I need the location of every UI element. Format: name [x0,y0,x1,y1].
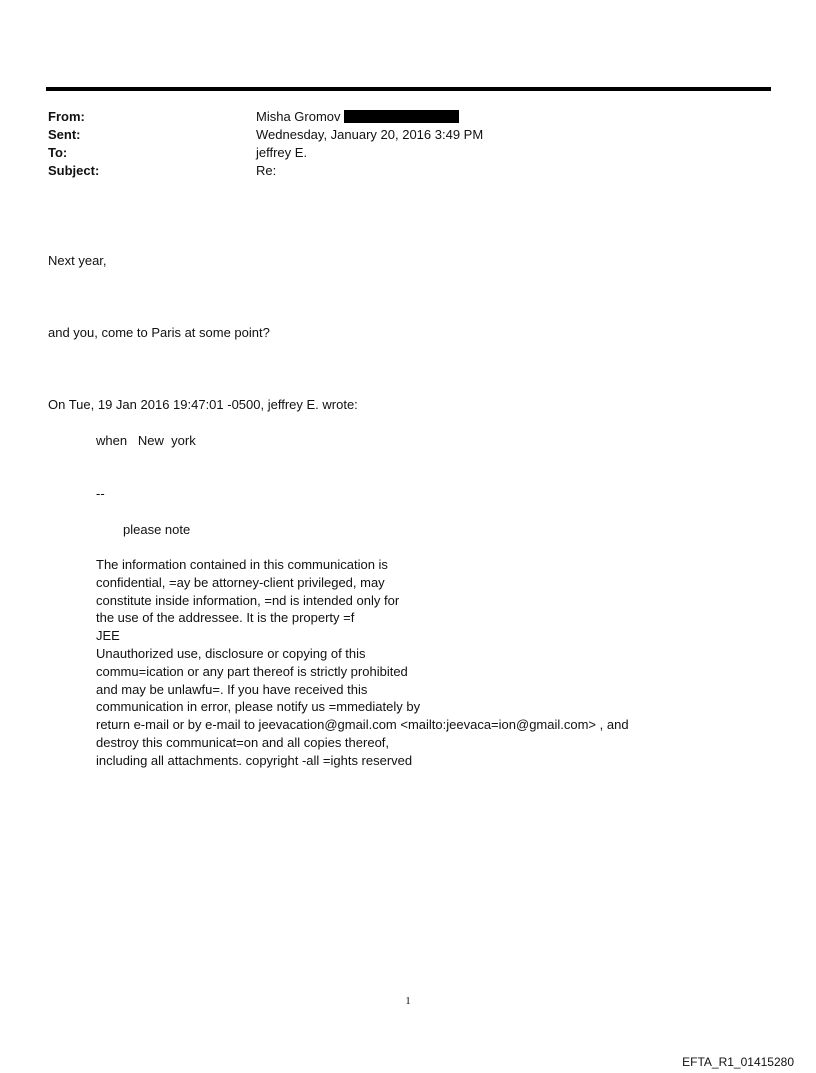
sent-row [48,126,748,144]
header-divider [46,87,771,91]
disclaimer-line: commu=ication or any part thereof is strictly prohibited [96,663,408,679]
disclaimer-line: including all attachments. copyright -all =ights reserved [96,752,413,768]
sent-label: Sent: [48,127,81,142]
to-row [48,144,748,162]
from-row [48,108,748,126]
disclaimer-line: constitute inside information, =nd is intended only for [96,592,400,608]
disclaimer-line: Unauthorized use, disclosure or copying of this [96,645,366,661]
disclaimer-line: return e-mail or by e-mail to jeevacation@gmail.com <mailto:jeevaca=ion@gmail.com> , and [96,717,629,733]
from-value [256,108,459,126]
sent-value: Wednesday, January 20, 2016 3:49 PM [256,127,484,142]
quote-intro: On Tue, 19 Jan 2016 19:47:01 -0500, jeffrey E. wrote: [48,397,358,412]
redaction-block [344,110,459,123]
page-number: 1 [405,995,411,1007]
quoted-text: when New york [96,433,196,448]
document-id: EFTA_R1_01415280 [682,1055,794,1069]
disclaimer-line: The information contained in this communication is [96,557,388,572]
please-note: please note [123,522,191,537]
body-line-next-year: Next year, [48,253,107,268]
subject-row [48,162,748,180]
to-label: To: [48,145,68,160]
disclaimer-line: JEE [96,628,120,644]
signature-separator: -- [96,486,105,501]
disclaimer-line: destroy this communicat=on and all copies thereof, [96,734,390,750]
subject-value: Re: [256,163,277,178]
disclaimer-block [96,556,629,770]
disclaimer-line: and may be unlawfu=. If you have received this [96,681,368,697]
from-label: From: [48,109,85,124]
disclaimer-line: the use of the addressee. It is the property =f [96,610,355,626]
sender-name: Misha Gromov [256,109,341,124]
body-line-paris: and you, come to Paris at some point? [48,325,270,340]
disclaimer-line: confidential, =ay be attorney-client privileged, may [96,574,385,590]
to-value: jeffrey E. [256,145,308,160]
subject-label: Subject: [48,163,100,178]
disclaimer-line: communication in error, please notify us =mmediately by [96,699,421,715]
